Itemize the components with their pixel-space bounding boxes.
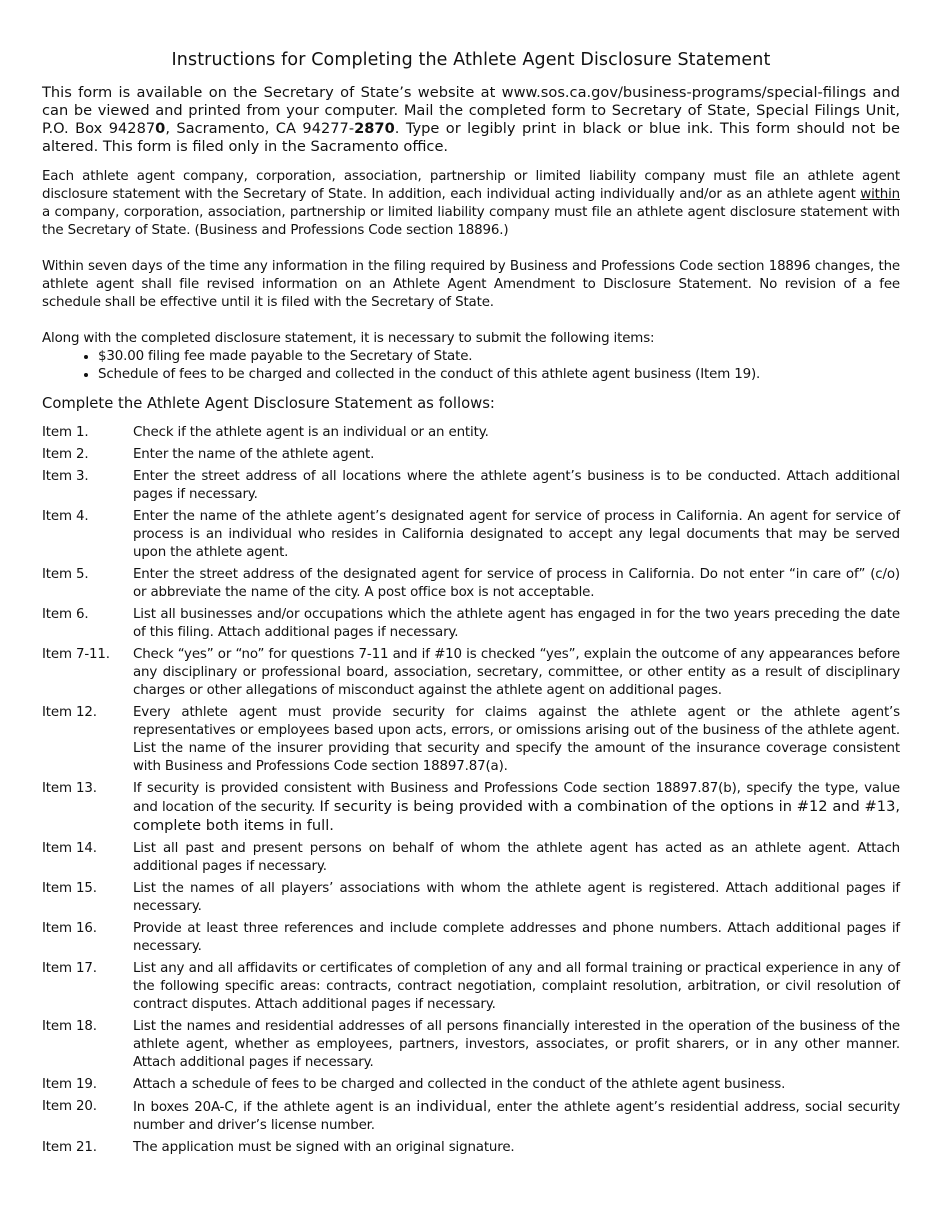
item-instructions <box>42 424 900 1157</box>
instructions-page <box>42 50 900 1161</box>
item-text: Check “yes” or “no” for questions 7-11 and if #10 is checked “yes”, explain the outcome of any appearances before any disciplinary or professional board, association, secretary, committee, or other entity as a result of disciplinary charges or other allegations of misconduct against the athlete agent on additional pages. <box>133 647 900 698</box>
item-text: Enter the street address of the designated agent for service of process in California. Do not enter “in care of” (c/o) or abbreviate the name of the city. A post office box is not acceptable. <box>133 567 900 600</box>
item-text: List all businesses and/or occupations which the athlete agent has engaged in for the two years preceding the date of this filing. Attach additional pages if necessary. <box>133 607 900 640</box>
item-label: Item 21. <box>42 1140 97 1155</box>
list-item: • $30.00 filing fee made payable to the Secretary of State. <box>98 348 900 366</box>
item-text: Check if the athlete agent is an individual or an entity. <box>133 425 489 440</box>
item-row <box>42 1098 900 1135</box>
item-text <box>133 780 900 836</box>
page-title: Instructions for Completing the Athlete Agent Disclosure Statement <box>171 50 771 70</box>
item-label: Item 20. <box>42 1099 97 1114</box>
intro-paragraph <box>42 84 900 156</box>
item-row <box>42 704 900 776</box>
item-label: Item 16. <box>42 921 97 936</box>
item-label: Item 3. <box>42 469 89 484</box>
item-text <box>133 1098 900 1135</box>
item-label: Item 12. <box>42 705 97 720</box>
item-row <box>42 1076 900 1094</box>
filing-text-a: Each athlete agent company, corporation, association, partnership or limited liability company must file an athlete agent disclosure statement with the Secretary of State. In addition, each individual acting individually and/or as an athlete agent <box>42 169 900 202</box>
item-row <box>42 880 900 916</box>
submit-items-intro: Along with the completed disclosure statement, it is necessary to submit the following items: <box>42 331 655 346</box>
item-label: Item 19. <box>42 1077 97 1092</box>
item-row <box>42 1139 900 1157</box>
item-label: Item 2. <box>42 447 89 462</box>
item-row <box>42 424 900 442</box>
item-text: Every athlete agent must provide security for claims against the athlete agent or the athlete agent’s representatives or employees based upon acts, errors, or omissions arising out of the business of the athlete agent. List the name of the insurer providing that security and specify the amount of the insurance coverage consistent with Business and Professions Code section 18897.87(a). <box>133 705 900 774</box>
submit-items-list <box>42 348 900 384</box>
item-row <box>42 446 900 464</box>
item-text-part: In boxes 20A-C, if the athlete agent is an <box>133 1100 417 1115</box>
item-text: Enter the street address of all locations where the athlete agent’s business is to be conducted. Attach additional pages if necessary. <box>133 469 900 502</box>
item-text: Enter the name of the athlete agent. <box>133 447 375 462</box>
item-text: List any and all affidavits or certificates of completion of any and all formal training or practical experience in any of the following specific areas: contracts, contract negotiation, complaint resolution, arbitration, or civil resolution of contract disputes. Attach additional pages if necessary. <box>133 961 900 1012</box>
item-text: List the names of all players’ associations with whom the athlete agent is registered. Attach additional pages if necessary. <box>133 881 900 914</box>
within-underlined: within <box>860 187 900 202</box>
intro-zip4-bold: 2870 <box>354 120 395 137</box>
item-label: Item 6. <box>42 607 89 622</box>
item-row <box>42 566 900 602</box>
item-text-part: , enter the athlete agent’s residential address, social security number and driver’s license number. <box>133 1100 900 1133</box>
item-row <box>42 508 900 562</box>
filing-requirement-paragraph <box>42 168 900 240</box>
item-label: Item 5. <box>42 567 89 582</box>
item-label: Item 4. <box>42 509 89 524</box>
item-label: Item 1. <box>42 425 89 440</box>
item-text: Provide at least three references and include complete addresses and phone numbers. Attach additional pages if necessary. <box>133 921 900 954</box>
filing-text-b: a company, corporation, association, partnership or limited liability company must file an athlete agent disclosure statement with the Secretary of State. (Business and Professions Code section 18896.) <box>42 205 900 238</box>
item-text: List all past and present persons on behalf of whom the athlete agent has acted as an athlete agent. Attach additional pages if necessary. <box>133 841 900 874</box>
item-text-emphasis: If security is being provided with a combination of the options in #12 and #13, complete both items in full. <box>133 798 900 834</box>
item-row <box>42 920 900 956</box>
item-row <box>42 960 900 1014</box>
intro-zip-bold: 0 <box>155 120 166 137</box>
item-text: List the names and residential addresses of all persons financially interested in the operation of the business of the athlete agent, whether as employees, partners, investors, associates, or profit sharers, or in any other manner. Attach additional pages if necessary. <box>133 1019 900 1070</box>
item-text: Attach a schedule of fees to be charged and collected in the conduct of the athlete agent business. <box>133 1077 786 1092</box>
intro-text-3: . Type or legibly print in black or blue ink. This form should not be altered. This form is filed only in the Sacramento office. <box>42 120 901 155</box>
item-label: Item 14. <box>42 841 97 856</box>
item-text: The application must be signed with an original signature. <box>133 1140 515 1155</box>
item-row <box>42 1018 900 1072</box>
list-item: • Schedule of fees to be charged and collected in the conduct of this athlete agent business (Item 19). <box>98 366 900 384</box>
item-row <box>42 840 900 876</box>
item-label: Item 7-11. <box>42 647 110 662</box>
item-row <box>42 646 900 700</box>
item-text-part: If security is provided consistent with Business and Professions Code section 18897.87(b), specify the type, value and location of the security. <box>133 781 900 815</box>
item-row <box>42 606 900 642</box>
item-text-emphasis: individual <box>416 1098 488 1115</box>
amendment-paragraph: Within seven days of the time any information in the filing required by Business and Professions Code section 18896 changes, the athlete agent shall file revised information on an Athlete Agent Amendment to Disclosure Statement. No revision of a fee schedule shall be effective until it is filed with the Secretary of State. <box>42 259 900 310</box>
item-label: Item 13. <box>42 781 97 796</box>
item-label: Item 15. <box>42 881 97 896</box>
item-text: Enter the name of the athlete agent’s designated agent for service of process in California. An agent for service of process is an individual who resides in California designated to accept any legal documents that may be served upon the athlete agent. <box>133 509 900 560</box>
intro-text-1: This form is available on the Secretary of State’s website at www.sos.ca.gov/business-programs/special-filings and can be viewed and printed from your computer. Mail the completed form to Secretary of State, Special Filings Unit, P.O. Box 94287 <box>42 84 900 137</box>
item-row <box>42 468 900 504</box>
intro-text-2: , Sacramento, CA 94277- <box>165 120 355 137</box>
item-label: Item 17. <box>42 961 97 976</box>
item-label: Item 18. <box>42 1019 97 1034</box>
complete-heading: Complete the Athlete Agent Disclosure Statement as follows: <box>42 395 495 412</box>
item-row <box>42 780 900 836</box>
